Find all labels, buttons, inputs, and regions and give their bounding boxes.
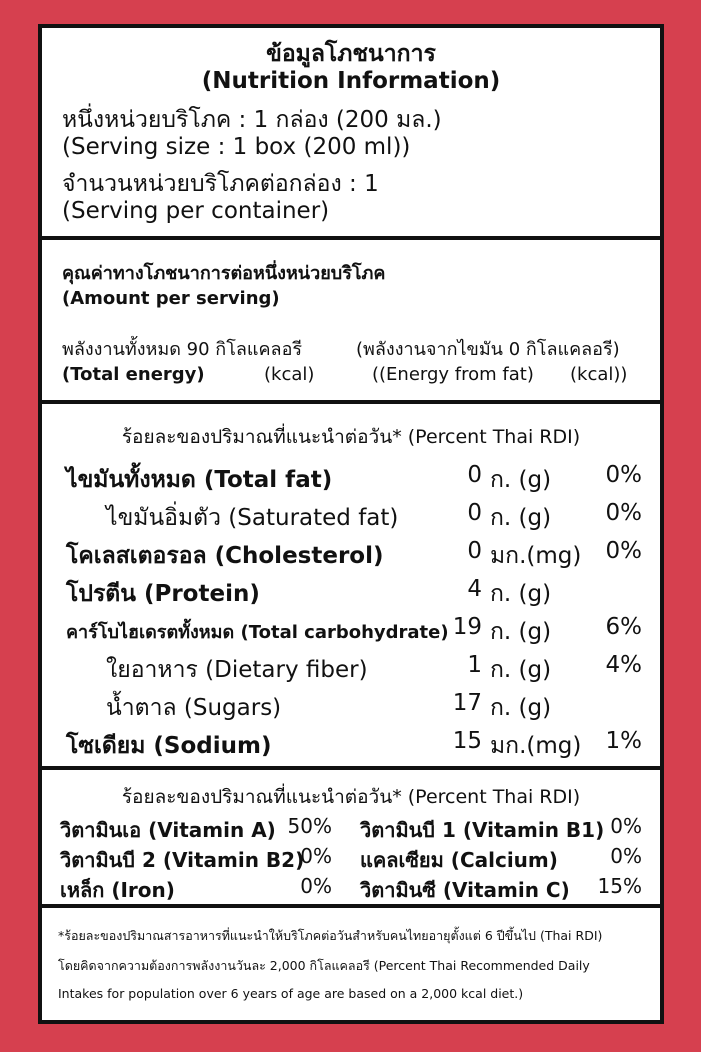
- vitamin-name: วิตามินซี (Vitamin C): [360, 878, 570, 902]
- vitamin-name: วิตามินบี 1 (Vitamin B1): [360, 818, 605, 842]
- footnote-line-1: *ร้อยละของปริมาณสารอาหารที่แนะนำให้บริโภคต่อวันสำหรับคนไทยอายุตั้งแต่ 6 ปีขึ้นไป (Thai RDI): [58, 928, 603, 943]
- nutrient-amount: 0: [467, 462, 482, 488]
- nutrient-amount: 1: [467, 652, 482, 678]
- energy-from-fat-english: ((Energy from fat): [372, 364, 534, 385]
- nutrient-amount: 15: [452, 728, 482, 754]
- nutrient-unit: ก. (g): [490, 581, 552, 607]
- nutrient-name: ไขมันทั้งหมด (Total fat): [66, 467, 333, 493]
- energy-from-fat-thai: (พลังงานจากไขมัน 0 กิโลแคลอรี): [356, 339, 620, 360]
- nutrient-amount: 19: [452, 614, 482, 640]
- nutrient-unit: ก. (g): [490, 505, 552, 531]
- vitamin-percent: 0%: [300, 844, 332, 868]
- nutrient-name: ไขมันอิ่มตัว (Saturated fat): [106, 505, 399, 531]
- nutrient-percent: 4%: [605, 652, 642, 678]
- nutrient-name: โซเดียม (Sodium): [66, 733, 272, 759]
- nutrient-unit: ก. (g): [490, 467, 552, 493]
- vitamin-name: วิตามินบี 2 (Vitamin B2): [60, 848, 305, 872]
- vitamin-row: [60, 814, 642, 844]
- serving-size-english: (Serving size : 1 box (200 ml)): [62, 134, 411, 160]
- vitamins-section: [42, 770, 660, 904]
- nutrient-unit: ก. (g): [490, 619, 552, 645]
- nutrient-unit: มก.(mg): [490, 543, 582, 569]
- total-energy-thai: พลังงานทั้งหมด 90 กิโลแคลอรี: [62, 339, 303, 360]
- vitamin-percent: 15%: [597, 874, 642, 898]
- amount-heading-thai: คุณค่าทางโภชนาการต่อหนึ่งหน่วยบริโภค: [62, 263, 386, 284]
- nutrient-percent: 1%: [605, 728, 642, 754]
- amount-section: [42, 240, 660, 400]
- nutrient-name: โปรตีน (Protein): [66, 581, 260, 607]
- nutrient-row: [66, 652, 642, 684]
- rdi-heading: ร้อยละของปริมาณที่แนะนำต่อวัน* (Percent Thai RDI): [121, 426, 581, 448]
- nutrients-section: [42, 404, 660, 766]
- servings-per-container-thai: จำนวนหน่วยบริโภคต่อกล่อง : 1: [62, 171, 379, 197]
- vitamin-rdi-heading: ร้อยละของปริมาณที่แนะนำต่อวัน* (Percent Thai RDI): [121, 786, 581, 808]
- vitamin-percent: 0%: [300, 874, 332, 898]
- nutrient-name: น้ำตาล (Sugars): [106, 695, 282, 721]
- nutrient-unit: มก.(mg): [490, 733, 582, 759]
- nutrient-percent: 6%: [605, 614, 642, 640]
- nutrient-amount: 17: [452, 690, 482, 716]
- nutrient-row: [66, 538, 642, 570]
- vitamin-name: แคลเซียม (Calcium): [360, 848, 558, 872]
- nutrient-name: ใยอาหาร (Dietary fiber): [106, 657, 368, 683]
- nutrient-amount: 0: [467, 538, 482, 564]
- vitamin-name: วิตามินเอ (Vitamin A): [60, 818, 276, 842]
- nutrient-percent: 0%: [605, 538, 642, 564]
- title-thai: ข้อมูลโภชนาการ: [266, 41, 436, 67]
- nutrient-amount: 4: [467, 576, 482, 602]
- vitamin-percent: 0%: [610, 814, 642, 838]
- nutrient-amount: 0: [467, 500, 482, 526]
- nutrient-unit: ก. (g): [490, 657, 552, 683]
- servings-per-container-english: (Serving per container): [62, 198, 330, 224]
- total-energy-english: (Total energy): [62, 364, 205, 385]
- nutrient-unit: ก. (g): [490, 695, 552, 721]
- nutrient-row: [66, 500, 642, 532]
- footnote-section: [42, 908, 660, 1020]
- nutrition-panel: [38, 24, 664, 1024]
- vitamin-row: [60, 874, 642, 904]
- footnote-line-2: โดยคิดจากความต้องการพลังงานวันละ 2,000 กิโลแคลอรี (Percent Thai Recommended Daily: [58, 958, 590, 973]
- vitamin-row: [60, 844, 642, 874]
- vitamin-percent: 0%: [610, 844, 642, 868]
- nutrient-row: [66, 728, 642, 760]
- nutrient-name: คาร์โบไฮเดรตทั้งหมด (Total carbohydrate): [66, 622, 449, 643]
- vitamin-percent: 50%: [287, 814, 332, 838]
- nutrient-row: [66, 462, 642, 494]
- nutrient-name: โคเลสเตอรอล (Cholesterol): [66, 543, 384, 569]
- nutrient-row: [66, 576, 642, 608]
- vitamin-name: เหล็ก (Iron): [60, 878, 175, 902]
- total-energy-unit: (kcal): [264, 364, 315, 385]
- serving-size-thai: หนึ่งหน่วยบริโภค : 1 กล่อง (200 มล.): [62, 107, 442, 133]
- nutrient-percent: 0%: [605, 500, 642, 526]
- nutrient-row: [66, 690, 642, 722]
- title-english: (Nutrition Information): [201, 68, 501, 94]
- nutrient-row: [66, 614, 642, 646]
- amount-heading-english: (Amount per serving): [62, 288, 280, 309]
- energy-from-fat-unit: (kcal)): [570, 364, 628, 385]
- footnote-line-3: Intakes for population over 6 years of age are based on a 2,000 kcal diet.): [58, 986, 524, 1001]
- serving-section: [42, 28, 660, 234]
- nutrient-percent: 0%: [605, 462, 642, 488]
